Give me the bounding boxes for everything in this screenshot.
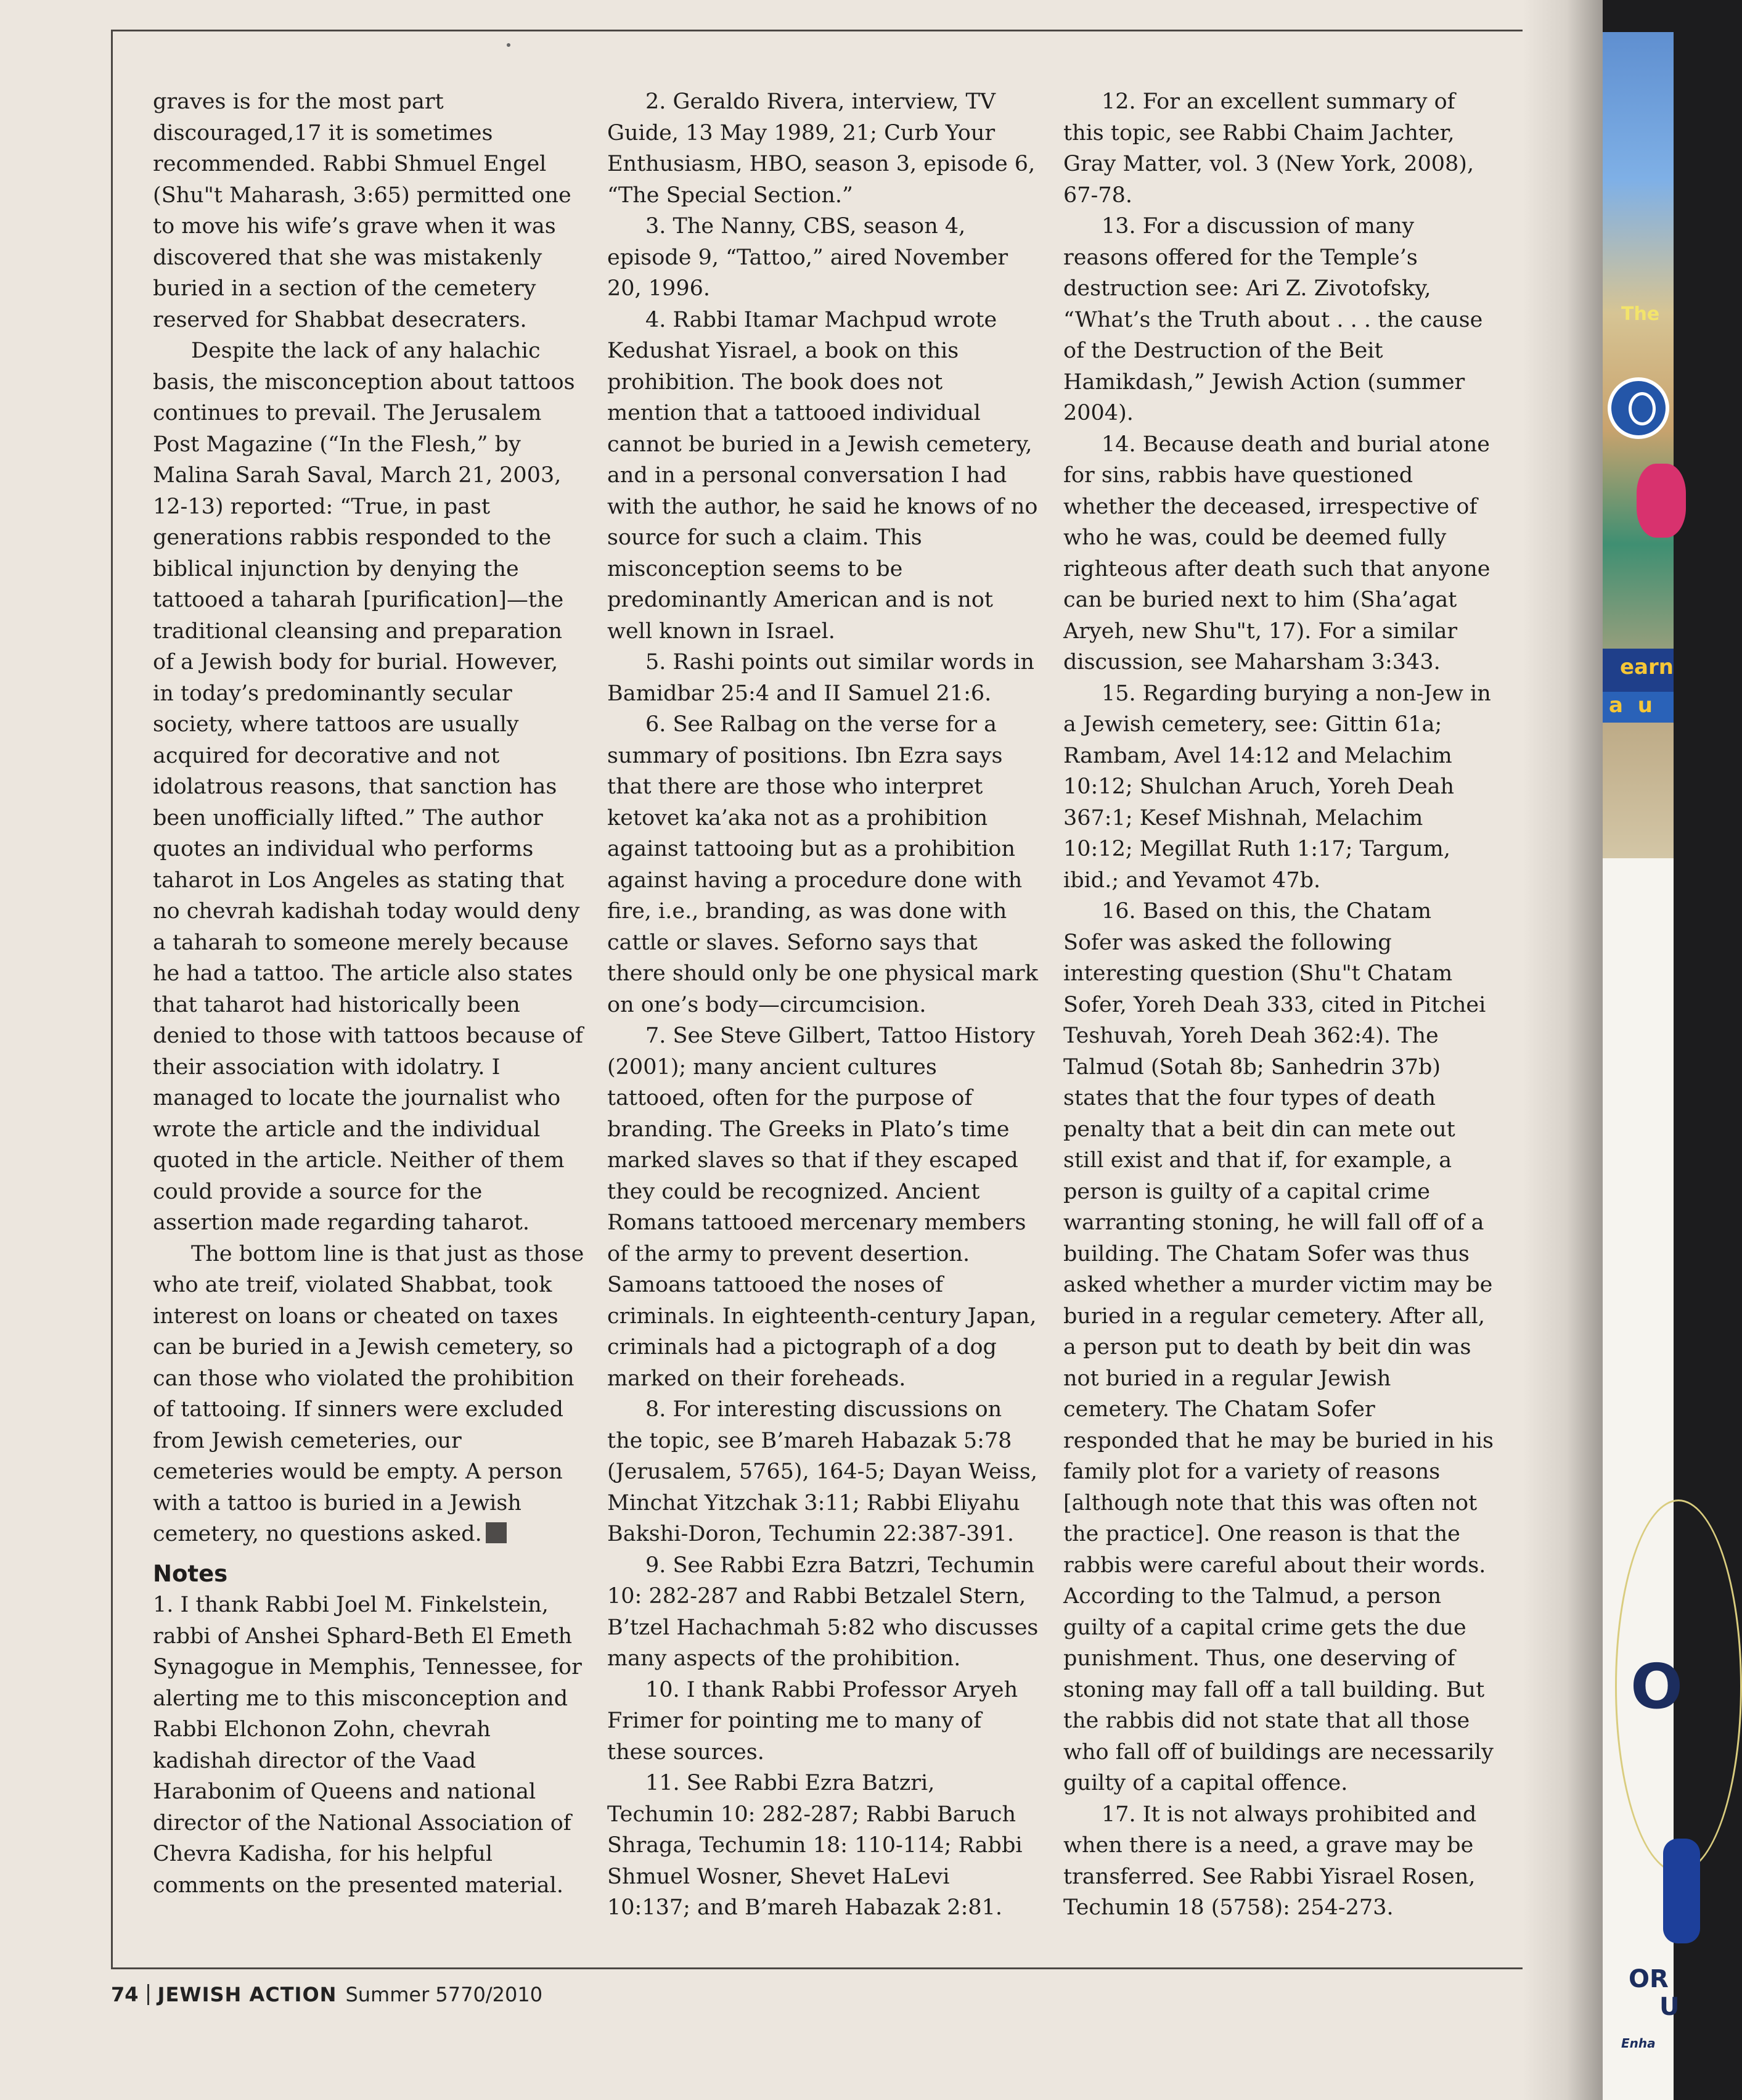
note-17: 17. It is not always prohibited and when there is a need, a grave may be transferred. See Rabbi Yisrael Rosen, Techumin 18 (5758): 254-273. (1063, 1802, 1477, 1920)
facing-page-text-au: a u (1609, 693, 1656, 718)
facing-page-text-learn: earn (1620, 655, 1674, 679)
page-footer (111, 1983, 542, 2006)
paragraph-bottom-line (153, 1239, 584, 1550)
column-right (1063, 86, 1495, 1924)
column-middle (607, 86, 1039, 1924)
note-9: 9. See Rabbi Ezra Batzri, Techumin 10: 282-287 and Rabbi Betzalel Stern, B’tzel Hachachmah 5:82 who discusses many aspects of the prohibition. (607, 1552, 1039, 1671)
note-2: 2. Geraldo Rivera, interview, TV Guide, 13 May 1989, 21; Curb Your Enthusiasm, HBO, season 3, episode 6, “The Special Section.” (607, 89, 1036, 208)
facing-page-text-u: U (1659, 1993, 1680, 2021)
facing-page-photo (1603, 32, 1674, 858)
footer-divider (147, 1984, 149, 2005)
facing-page-banner (1603, 649, 1674, 692)
facing-page-edge (1603, 32, 1683, 2100)
note-10: 10. I thank Rabbi Professor Aryeh Frimer for pointing me to many of these sources. (607, 1677, 1018, 1765)
note-3: 3. The Nanny, CBS, season 4, episode 9, “Tattoo,” aired November 20, 1996. (607, 214, 1008, 301)
end-of-article-mark (486, 1522, 507, 1543)
ou-seal-icon (1608, 377, 1669, 439)
facing-page-text-enhance: Enha (1621, 2036, 1656, 2051)
note-13: 13. For a discussion of many reasons offered for the Temple’s destruction see: Ari Z. Zivotofsky, “What’s the Truth about . . . the cause of the Destruction of the Beit Hamikdash,” Jewish Action (summer 2004). (1063, 214, 1483, 425)
page-number: 74 (111, 1983, 139, 2006)
facing-page-text-the: The (1621, 303, 1660, 325)
logo-shape (1663, 1839, 1700, 1943)
column-left (153, 86, 584, 1901)
note-11: 11. See Rabbi Ezra Batzri, Techumin 10: 282-287; Rabbi Baruch Shraga, Techumin 18: 110-114; Rabbi Shmuel Wosner, Shevet HaLevi 10:137; and B’mareh Habazak 2:81. (607, 1771, 1023, 1920)
bottom-line-text: The bottom line is that just as those who ate treif, violated Shabbat, took interest on loans or cheated on taxes can be buried in a Jewish cemetery, so can those who violated the prohibition of tattooing. If sinners were excluded from Jewish cemeteries, our cemeteries would be empty. A person with a tattoo is buried in a Jewish cemetery, no questions asked. (153, 1241, 584, 1546)
notes-heading: Notes (153, 1560, 228, 1587)
note-14: 14. Because death and burial atone for sins, rabbis have questioned whether the deceased, irrespective of who he was, could be deemed fully righteous after death such that anyone can be buried next to him (Sha’agat Aryeh, new Shu"t, 17). For a similar discussion, see Maharsham 3:343. (1063, 432, 1491, 675)
note-16: 16. Based on this, the Chatam Sofer was asked the following interesting question (Shu"t Chatam Sofer, Yoreh Deah 333, cited in Pitchei Teshuvah, Yoreh Deah 362:4). The Talmud (Sotah 8b; Sanhedrin 37b) states that the four types of death penalty that a beit din can mete out still exist and that if, for example, a person is guilty of a capital crime warranting stoning, he will fall off of a building. The Chatam Sofer was thus asked whether a murder victim may be buried in a regular cemetery. After all, a person put to death by beit din was not buried in a regular Jewish cemetery. The Chatam Sofer responded that he may be buried in his family plot for a variety of reasons [although note that this was often not the practice]. One reason is that the rabbis were careful about their words. According to the Talmud, a person guilty of a capital crime gets the due punishment. Thus, one deserving of stoning may fall off a tall building. But the rabbis did not state that all those who fall off of buildings are necessarily guilty of a capital offence. (1063, 899, 1494, 1795)
note-8: 8. For interesting discussions on the topic, see B’mareh Habazak 5:78 (Jerusalem, 5765), 164-5; Dayan Weiss, Minchat Yitzchak 3:11; Rabbi Eliyahu Bakshi-Doron, Techumin 22:387-391. (607, 1397, 1037, 1546)
note-1: 1. I thank Rabbi Joel M. Finkelstein, rabbi of Anshei Sphard-Beth El Emeth Synagogue in Memphis, Tennessee, for alerting me to this misconception and Rabbi Elchonon Zohn, chevrah kadishah director of the Vaad Harabonim of Queens and national director of the National Association of Chevra Kadisha, for his helpful comments on the presented material. (153, 1593, 582, 1898)
paragraph-graves: graves is for the most part discouraged,17 it is sometimes recommended. Rabbi Shmuel Engel (Shu"t Maharash, 3:65) permitted one to move his wife’s grave when it was discovered that she was mistakenly buried in a section of the cemetery reserved for Shabbat desecraters. (153, 89, 571, 332)
note-12: 12. For an excellent summary of this topic, see Rabbi Chaim Jachter, Gray Matter, vol. 3 (New York, 2008), 67-78. (1063, 89, 1474, 208)
facing-page-text-ort: OR (1629, 1965, 1669, 1993)
magazine-name: JEWISH ACTION (157, 1983, 337, 2006)
issue-date: Summer 5770/2010 (345, 1983, 543, 2006)
note-6: 6. See Ralbag on the verse for a summary of positions. Ibn Ezra says that there are those who interpret ketovet ka’aka not as a prohibition against tattooing but as a prohibition against having a procedure done with fire, i.e., branding, as was done with cattle or slaves. Seforno says that there should only be one physical mark on one’s body—circumcision. (607, 712, 1038, 1017)
facing-page-banner-2 (1603, 692, 1674, 723)
decorative-shape (1637, 464, 1686, 538)
note-15: 15. Regarding burying a non-Jew in a Jewish cemetery, see: Gittin 61a; Rambam, Avel 14:12 and Melachim 10:12; Shulchan Aruch, Yoreh Deah 367:1; Kesef Mishnah, Melachim 10:12; Megillat Ruth 1:17; Targum, ibid.; and Yevamot 47b. (1063, 681, 1491, 893)
note-7: 7. See Steve Gilbert, Tattoo History (2001); many ancient cultures tattooed, often for the purpose of branding. The Greeks in Plato’s time marked slaves so that if they escaped they could be recognized. Ancient Romans tattooed mercenary members of the army to prevent desertion. Samoans tattooed the noses of criminals. In eighteenth-century Japan, criminals had a pictograph of a dog marked on their foreheads. (607, 1023, 1037, 1391)
paragraph-misconception: Despite the lack of any halachic basis, the misconception about tattoos continues to prevail. The Jerusalem Post Magazine (“In the Flesh,” by Malina Sarah Saval, March 21, 2003, 12-13) reported: “True, in past generations rabbis responded to the biblical injunction by denying the tattooed a taharah [purification]—the traditional cleansing and preparation of a Jewish body for burial. However, in today’s predominantly secular society, where tattoos are usually acquired for decorative and not idolatrous reasons, that sanction has been unofficially lifted.” The author quotes an individual who performs taharot in Los Angeles as stating that no chevrah kadishah today would deny a taharah to someone merely because he had a tattoo. The article also states that taharot had historically been denied to those with tattoos because of their association with idolatry. I managed to locate the journalist who wrote the article and the individual quoted in the article. Neither of them could provide a source for the assertion made regarding taharot. (153, 338, 583, 1235)
note-4: 4. Rabbi Itamar Machpud wrote Kedushat Yisrael, a book on this prohibition. The book does not mention that a tattooed individual cannot be buried in a Jewish cemetery, and in a personal conversation I had with the author, he said he knows of no source for such a claim. This misconception seems to be predominantly American and is not well known in Israel. (607, 307, 1038, 644)
note-5: 5. Rashi points out similar words in Bamidbar 25:4 and II Samuel 21:6. (607, 650, 1034, 706)
page-gutter-shadow (1523, 0, 1603, 2100)
facing-page-big-letter: O (1630, 1651, 1683, 1723)
